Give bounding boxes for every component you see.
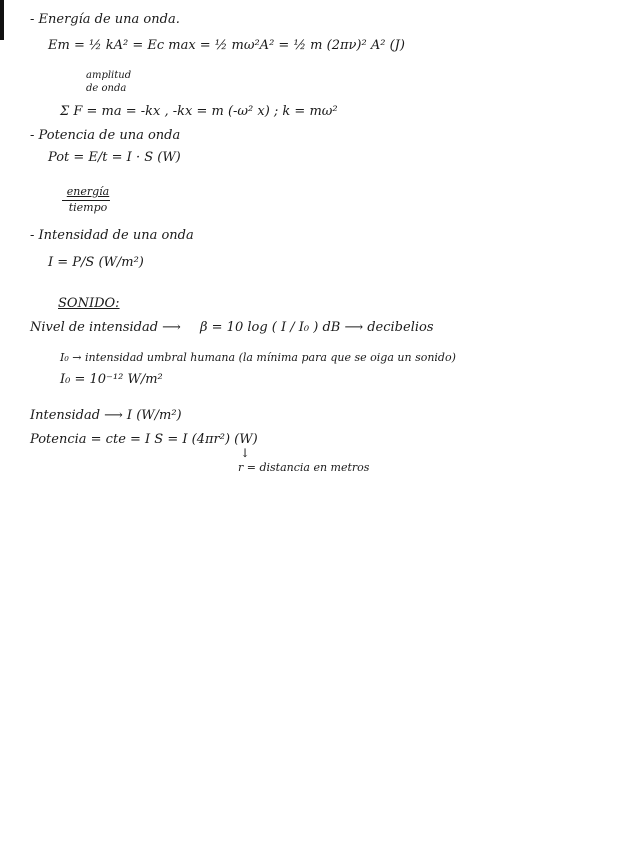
energia-force-formula: Σ F = ma = -kx , -kx = m (-ω² x) ; k = mω² xyxy=(60,104,338,119)
potencia-heading: - Potencia de una onda xyxy=(30,128,181,143)
down-arrow-icon: ↓ xyxy=(240,446,251,460)
energia-note-amplitud: amplitud xyxy=(86,70,132,81)
energia-formula: Em = ½ kA² = Ec max = ½ mω²A² = ½ m (2πν)² A² (J) xyxy=(48,38,405,53)
energia-heading: - Energía de una onda. xyxy=(30,12,180,27)
umbral-text: I₀ → intensidad umbral humana (la mínima para que se oiga un sonido) xyxy=(60,351,456,364)
potencia-numerator: energía xyxy=(66,185,110,198)
sonido-title: SONIDO: xyxy=(58,296,120,311)
energia-note-onda: de onda xyxy=(86,83,127,94)
potencia-denominator: tiempo xyxy=(68,201,108,214)
intensidad-heading: - Intensidad de una onda xyxy=(30,228,194,243)
nivel-formula: β = 10 log ( I / I₀ ) dB ⟶ decibelios xyxy=(200,320,434,335)
umbral-value: I₀ = 10⁻¹² W/m² xyxy=(60,372,163,387)
distancia-note: r = distancia en metros xyxy=(238,461,370,474)
potencia-formula: Pot = E/t = I · S (W) xyxy=(48,150,181,165)
intensidad-line: Intensidad ⟶ I (W/m²) xyxy=(30,408,182,423)
intensidad-formula: I = P/S (W/m²) xyxy=(48,255,144,270)
nivel-label: Nivel de intensidad ⟶ xyxy=(30,320,181,335)
scan-edge xyxy=(0,0,4,40)
potencia-line: Potencia = cte = I S = I (4πr²) (W) xyxy=(30,432,258,447)
